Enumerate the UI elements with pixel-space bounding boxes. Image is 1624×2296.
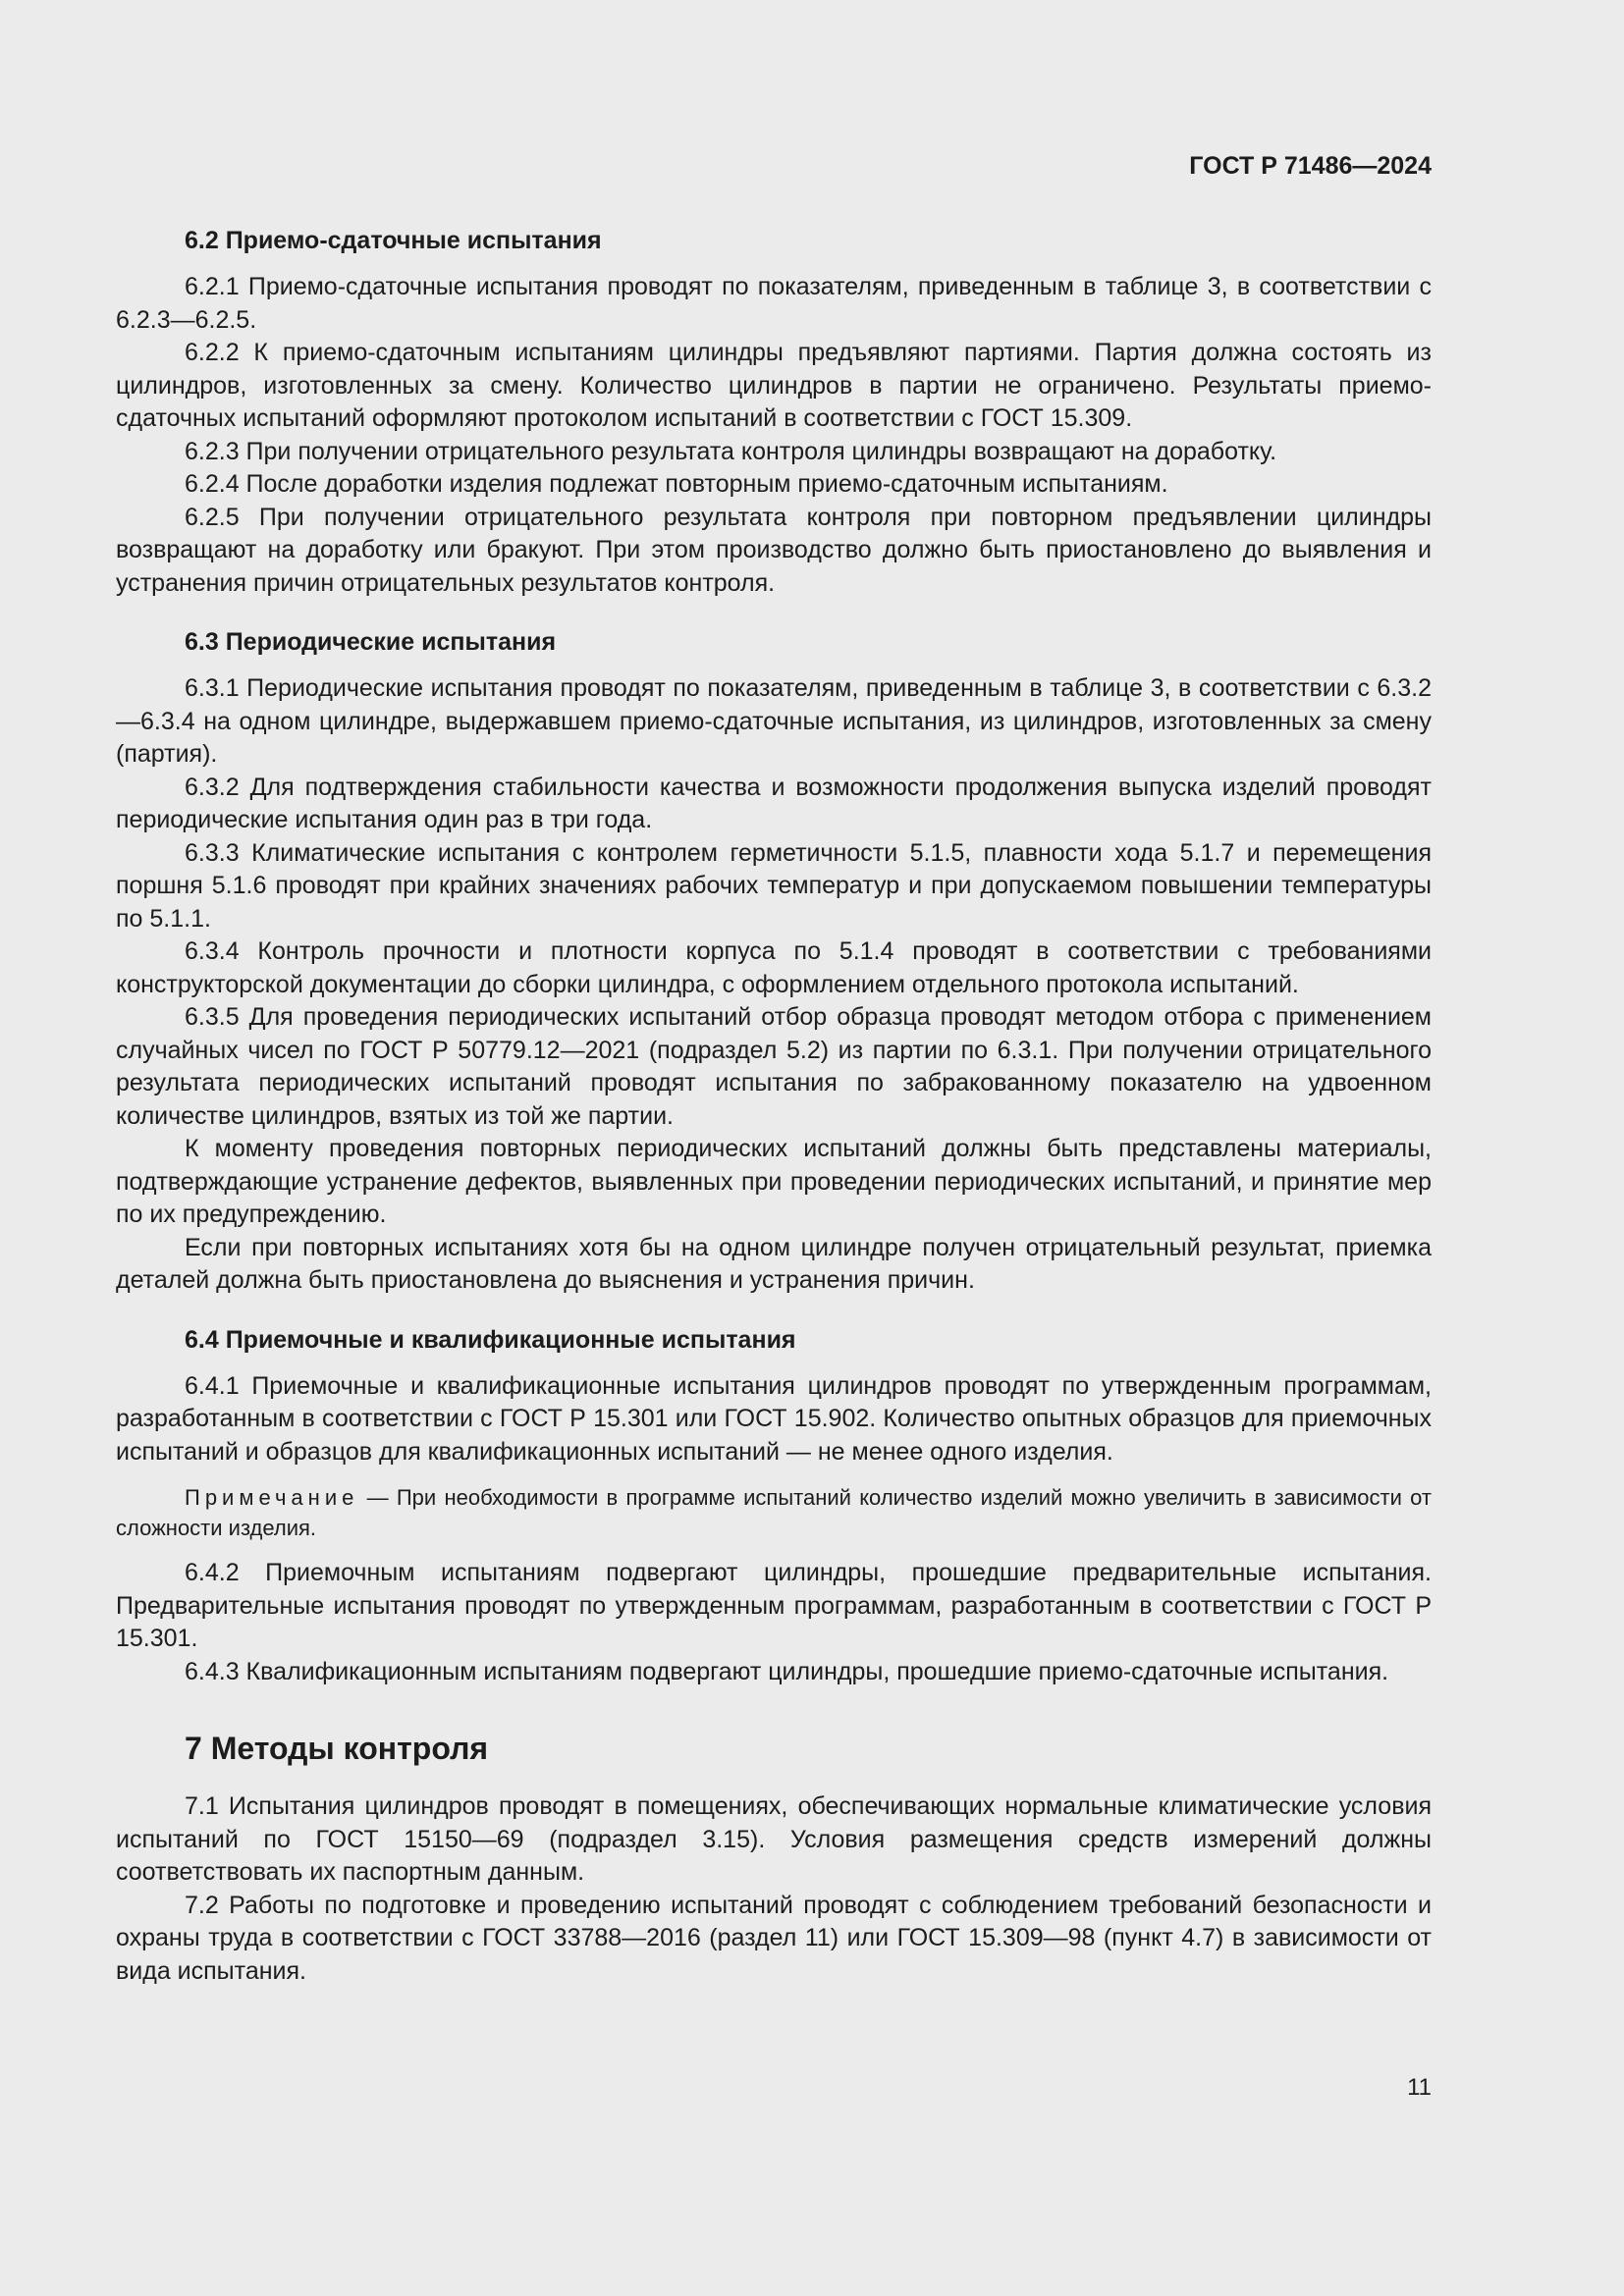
document-body [116,224,1432,1988]
paragraph-6-4-2: 6.4.2 Приемочным испытаниям подвергают цилиндры, прошедшие предварительные испытания. Предварительные испытания проводят по утвержденным программам, разработанным в соответствии с ГОСТ Р 15.301. [116,1559,1432,1652]
paragraph-7-2: 7.2 Работы по подготовке и проведению испытаний проводят с соблюдением требований безопасности и охраны труда в соответствии с ГОСТ 33788—2016 (раздел 11) или ГОСТ 15.309—98 (пункт 4.7) в зависимости от вида испытания. [116,1891,1432,1985]
paragraph-6-3-2: 6.3.2 Для подтверждения стабильности качества и возможности продолжения выпуска изделий проводят периодические испытания один раз в три года. [116,773,1432,833]
section-6-4-title: 6.4 Приемочные и квалификационные испытания [185,1325,796,1354]
paragraph-6-3-1: 6.3.1 Периодические испытания проводят по показателям, приведенным в таблице 3, в соответствии с 6.3.2—6.3.4 на одном цилиндре, выдержавшем приемо-сдаточные испытания, из цилиндров, изготовленных за смену (партия). [116,674,1432,768]
document-code: ГОСТ Р 71486—2024 [1189,152,1432,180]
paragraph-7-1: 7.1 Испытания цилиндров проводят в помещениях, обеспечивающих нормальные климатические условия испытаний по ГОСТ 15150—69 (подраздел 3.15). Условия размещения средств измерений должны соответствовать их паспортным данным. [116,1792,1432,1886]
section-7-title: 7 Методы контроля [185,1731,489,1766]
paragraph-6-3-4: 6.3.4 Контроль прочности и плотности корпуса по 5.1.4 проводят в соответствии с требованиями конструкторской документации до сборки цилиндра, с оформлением отдельного протокола испытаний. [116,937,1432,998]
paragraph-6-2-5: 6.2.5 При получении отрицательного результата контроля при повторном предъявлении цилиндры возвращают на доработку или бракуют. При этом производство должно быть приостановлено до выявления и устранения причин отрицательных результатов контроля. [116,503,1432,597]
paragraph-6-2-2: 6.2.2 К приемо-сдаточным испытаниям цилиндры предъявляют партиями. Партия должна состоять из цилиндров, изготовленных за смену. Количество цилиндров в партии не ограничено. Результаты приемо-сдаточных испытаний оформляют протоколом испытаний в соответствии с ГОСТ 15.309. [116,339,1432,432]
note [116,1482,1432,1543]
paragraph-6-3-negative-result: Если при повторных испытаниях хотя бы на одном цилиндре получен отрицательный результат, приемка деталей должна быть приостановлена до выяснения и устранения причин. [116,1233,1432,1294]
note-text: — При необходимости в программе испытаний количество изделий можно увеличить в зависимости от сложности изделия. [116,1485,1432,1540]
paragraph-6-3-repeat-tests: К моменту проведения повторных периодических испытаний должны быть представлены материалы, подтверждающие устранение дефектов, выявленных при проведении периодических испытаний, и принятие мер по их предупреждению. [116,1135,1432,1228]
section-6-3-title: 6.3 Периодические испытания [185,628,557,656]
paragraph-6-2-4: 6.2.4 После доработки изделия подлежат повторным приемо-сдаточным испытаниям. [185,470,1168,498]
paragraph-6-4-1: 6.4.1 Приемочные и квалификационные испытания цилиндров проводят по утвержденным программам, разработанным в соответствии с ГОСТ Р 15.301 или ГОСТ 15.902. Количество опытных образцов для приемочных испытаний и образцов для квалификационных испытаний — не менее одного изделия. [116,1371,1432,1466]
page-number: 11 [1407,2074,1432,2101]
paragraph-6-2-3: 6.2.3 При получении отрицательного результата контроля цилиндры возвращают на доработку. [185,437,1277,465]
paragraph-6-3-5: 6.3.5 Для проведения периодических испытаний отбор образца проводят методом отбора с применением случайных чисел по ГОСТ Р 50779.12—2021 (подраздел 5.2) из партии по 6.3.1. При получении отрицательного результата периодических испытаний проводят испытания по забракованному показателю на удвоенном количестве цилиндров, взятых из той же партии. [116,1003,1432,1130]
note-label: Примечание [185,1485,359,1510]
paragraph-6-2-1: 6.2.1 Приемо-сдаточные испытания проводят по показателям, приведенным в таблице 3, в соответствии с 6.2.3—6.2.5. [116,273,1432,334]
paragraph-6-4-3: 6.4.3 Квалификационным испытаниям подвергают цилиндры, прошедшие приемо-сдаточные испытания. [185,1657,1389,1685]
paragraph-6-3-3: 6.3.3 Климатические испытания с контролем герметичности 5.1.5, плавности хода 5.1.7 и перемещения поршня 5.1.6 проводят при крайних значениях рабочих температур и при допускаемом повышении температуры по 5.1.1. [116,838,1432,933]
section-6-2-title: 6.2 Приемо-сдаточные испытания [185,227,602,254]
